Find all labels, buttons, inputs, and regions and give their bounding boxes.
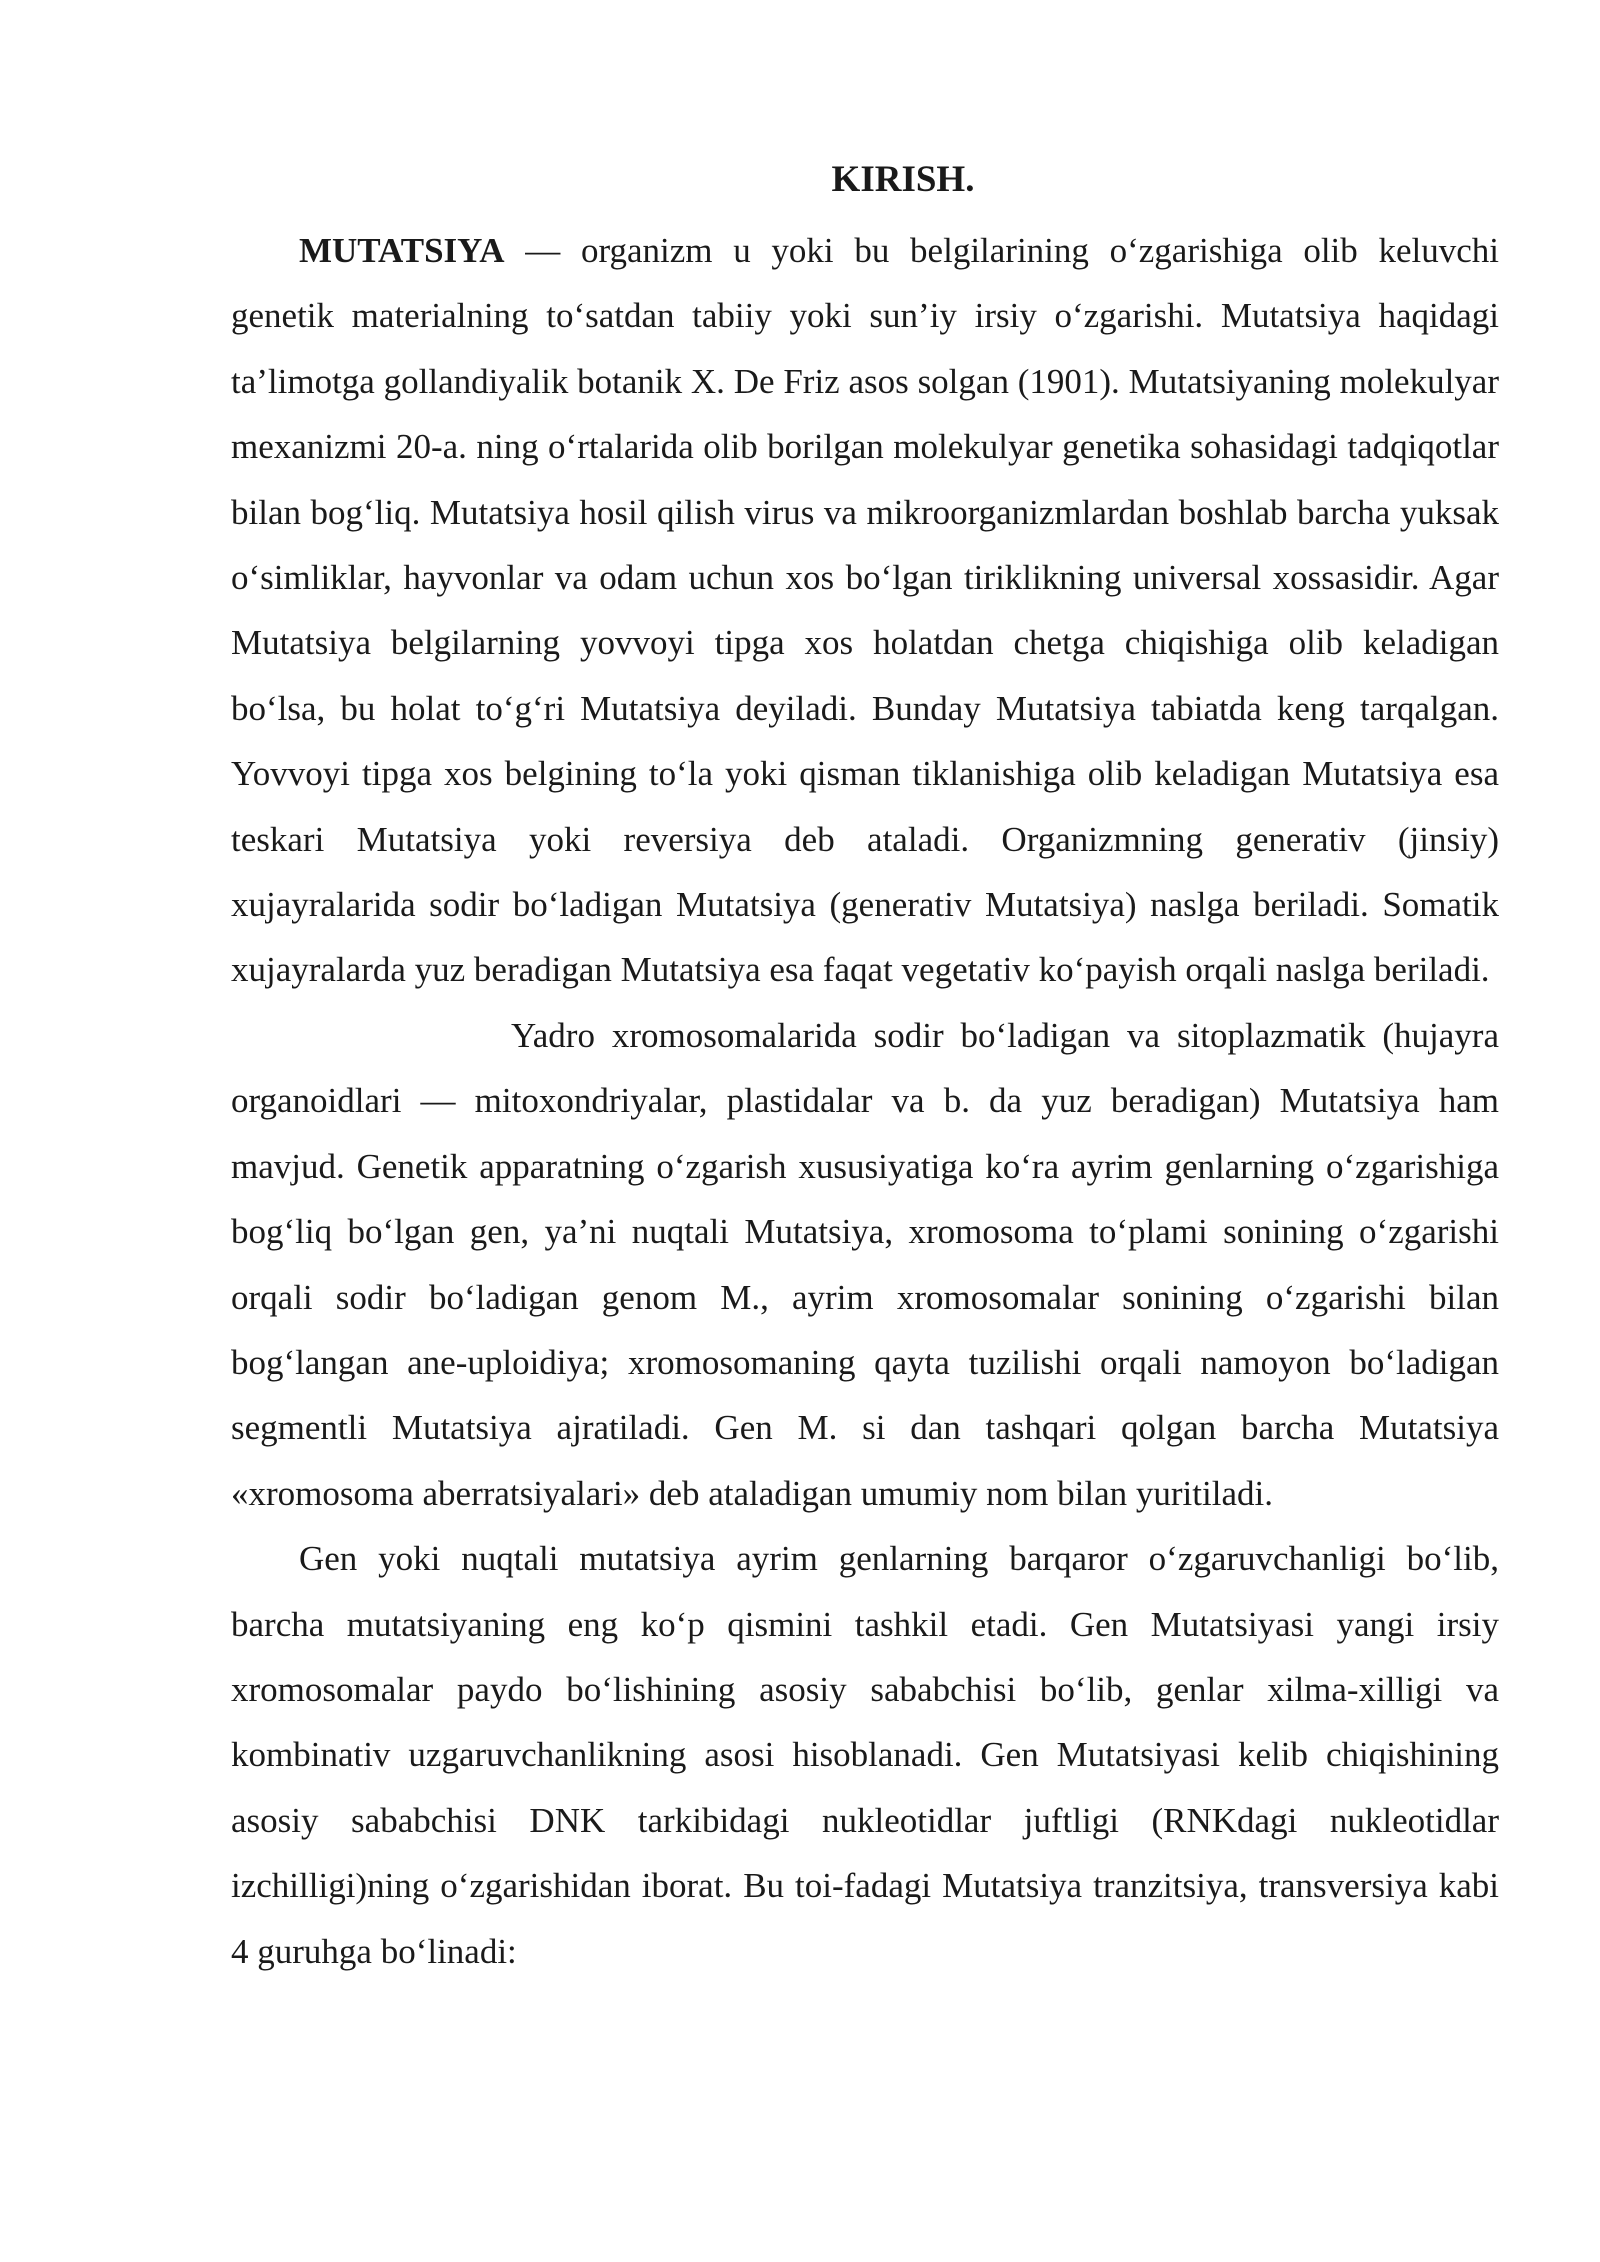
paragraph-mutatsiya-definition: [231, 218, 1499, 1003]
paragraph-mutation-types: Yadro xromosomalarida sodir bo‘ladigan va sitoplazmatik (hujayra organoidlari — mitoxondriyalar, plastidalar va b. da yuz beradigan) Mutatsiya ham mavjud. Genetik apparatning o‘zgarish xususiyatiga ko‘ra ayrim genlarning o‘zgarishiga bog‘liq bo‘lgan gen, ya’ni nuqtali Mutatsiya, xromosoma to‘plami sonining o‘zgarishi orqali sodir bo‘ladigan genom M., ayrim xromosomalar sonining o‘zgarishi bilan bog‘langan ane-uploidiya; xromosomaning qayta tuzilishi orqali namoyon bo‘ladigan segmentli Mutatsiya ajratiladi. Gen M. si dan tashqari qolgan barcha Mutatsiya «xromosoma aberratsiyalari» deb ataladigan umumiy nom bilan yuritiladi.: [231, 1015, 1499, 1513]
paragraph-text: — organizm u yoki bu belgilarining o‘zgarishiga olib keluvchi genetik materialning to‘satdan tabiiy yoki sun’iy irsiy o‘zgarishi. Mutatsiya haqidagi ta’limotga gollandiyalik botanik X. De Friz asos solgan (1901). Mutatsiyaning molekulyar mexanizmi 20-a. ning o‘rtalarida olib borilgan molekulyar genetika sohasidagi tadqiqotlar bilan bog‘liq. Mutatsiya hosil qilish virus va mikroorganizmlardan boshlab barcha yuksak o‘simliklar, hayvonlar va odam uchun xos bo‘lgan tiriklikning universal xossasidir. Agar Mutatsiya belgilarning yovvoyi tipga xos holatdan chetga chiqishiga olib keladigan bo‘lsa, bu holat to‘g‘ri Mutatsiya deyiladi. Bunday Mutatsiya tabiatda keng tarqalgan. Yovvoyi tipga xos belgining to‘la yoki qisman tiklanishiga olib keladigan Mutatsiya esa teskari Mutatsiya yoki reversiya deb ataladi. Organizmning generativ (jinsiy) xujayralarida sodir bo‘ladigan Mutatsiya (generativ Mutatsiya) naslga beriladi. Somatik xujayralarda yuz beradigan Mutatsiya esa faqat vegetativ ko‘payish orqali naslga beriladi.: [231, 231, 1499, 990]
page-title: KIRISH.: [831, 159, 975, 200]
document-body: [231, 218, 1499, 1984]
paragraph-lead-term: MUTATSIYA: [299, 231, 505, 270]
paragraph-gene-mutation: Gen yoki nuqtali mutatsiya ayrim genlarning barqaror o‘zgaruvchanligi bo‘lib, barcha mutatsiyaning eng ko‘p qismini tashkil etadi. Gen Mutatsiyasi yangi irsiy xromosomalar paydo bo‘lishining asosiy sababchisi bo‘lib, genlar xilma-xilligi va kombinativ uzgaruvchanlikning asosi hisoblanadi. Gen Mutatsiyasi kelib chiqishining asosiy sababchisi DNK tarkibidagi nukleotidlar juftligi (RNKdagi nukleotidlar izchilligi)ning o‘zgarishidan iborat. Bu toi-fadagi Mutatsiya tranzitsiya, transversiya kabi 4 guruhga bo‘linadi:: [231, 1539, 1499, 1971]
